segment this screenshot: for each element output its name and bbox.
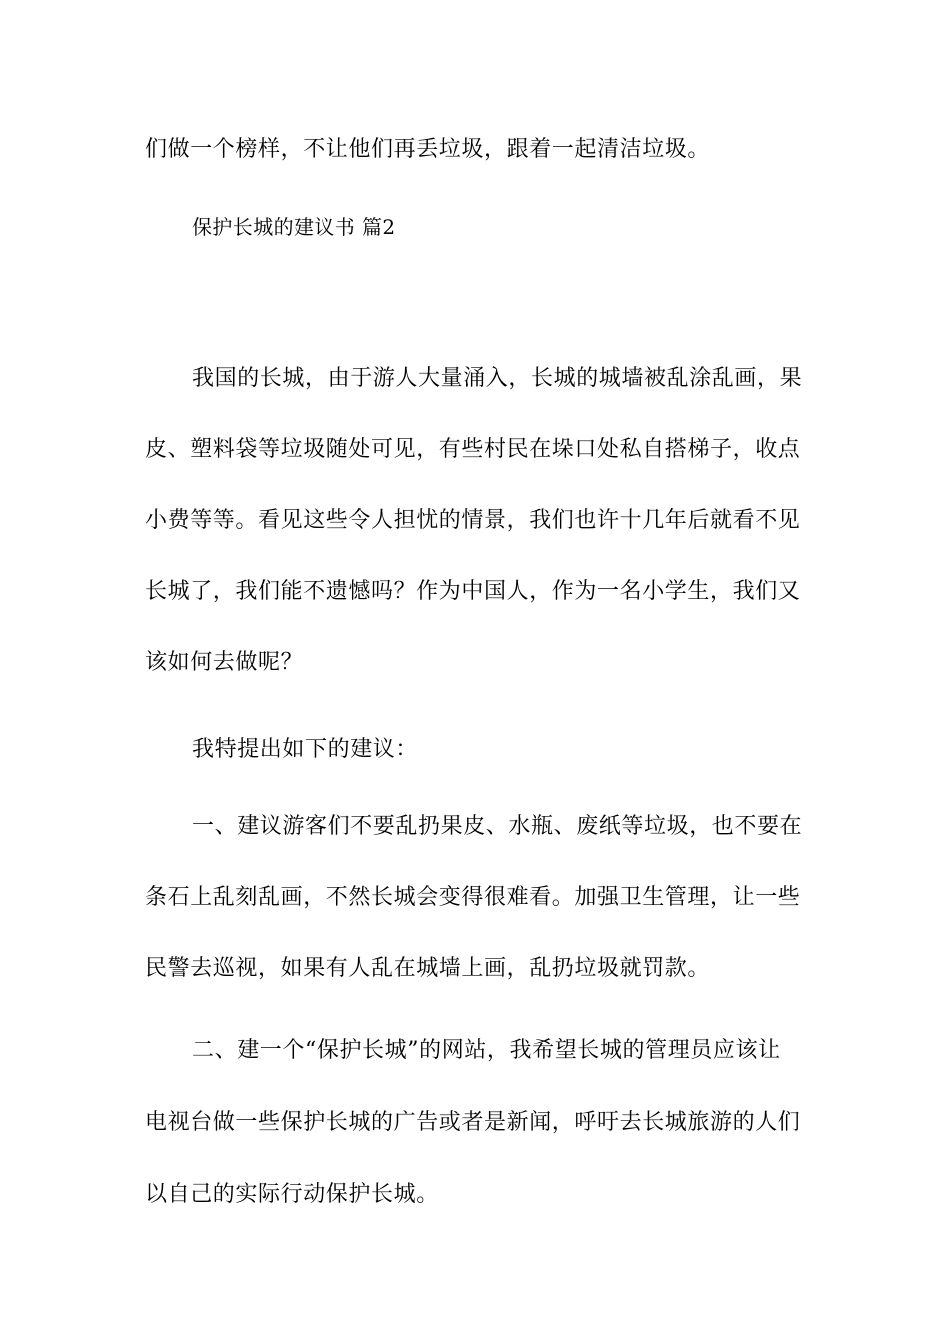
paragraph-line: 我特提出如下的建议： — [192, 737, 419, 762]
paragraph-line: 以自己的实际行动保护长城。 — [145, 1182, 439, 1207]
paragraph-line: 皮、塑料袋等垃圾随处可见，有些村民在垛口处私自搭梯子，收点 — [145, 437, 801, 462]
section-title: 保护长城的建议书 篇2 — [192, 215, 396, 239]
paragraph-line: 民警去巡视，如果有人乱在城墙上画，乱扔垃圾就罚款。 — [145, 956, 711, 981]
paragraph-line: 小费等等。看见这些令人担忧的情景，我们也许十几年后就看不见 — [145, 508, 801, 533]
paragraph-line: 电视台做一些保护长城的广告或者是新闻，呼吁去长城旅游的人们 — [145, 1110, 801, 1135]
paragraph-line: 条石上乱刻乱画，不然长城会变得很难看。加强卫生管理，让一些 — [145, 885, 801, 910]
paragraph-line: 二、建一个“保护长城”的网站，我希望长城的管理员应该让 — [192, 1038, 781, 1063]
continuation-line: 们做一个榜样，不让他们再丢垃圾，跟着一起清洁垃圾。 — [145, 137, 711, 162]
paragraph-line: 一、建议游客们不要乱扔果皮、水瓶、废纸等垃圾，也不要在 — [192, 814, 803, 839]
paragraph-line: 长城了，我们能不遗憾吗？作为中国人，作为一名小学生，我们又 — [145, 579, 801, 604]
paragraph-line: 我国的长城，由于游人大量涌入，长城的城墙被乱涂乱画，果 — [192, 366, 803, 391]
paragraph-line: 该如何去做呢？ — [145, 650, 304, 675]
